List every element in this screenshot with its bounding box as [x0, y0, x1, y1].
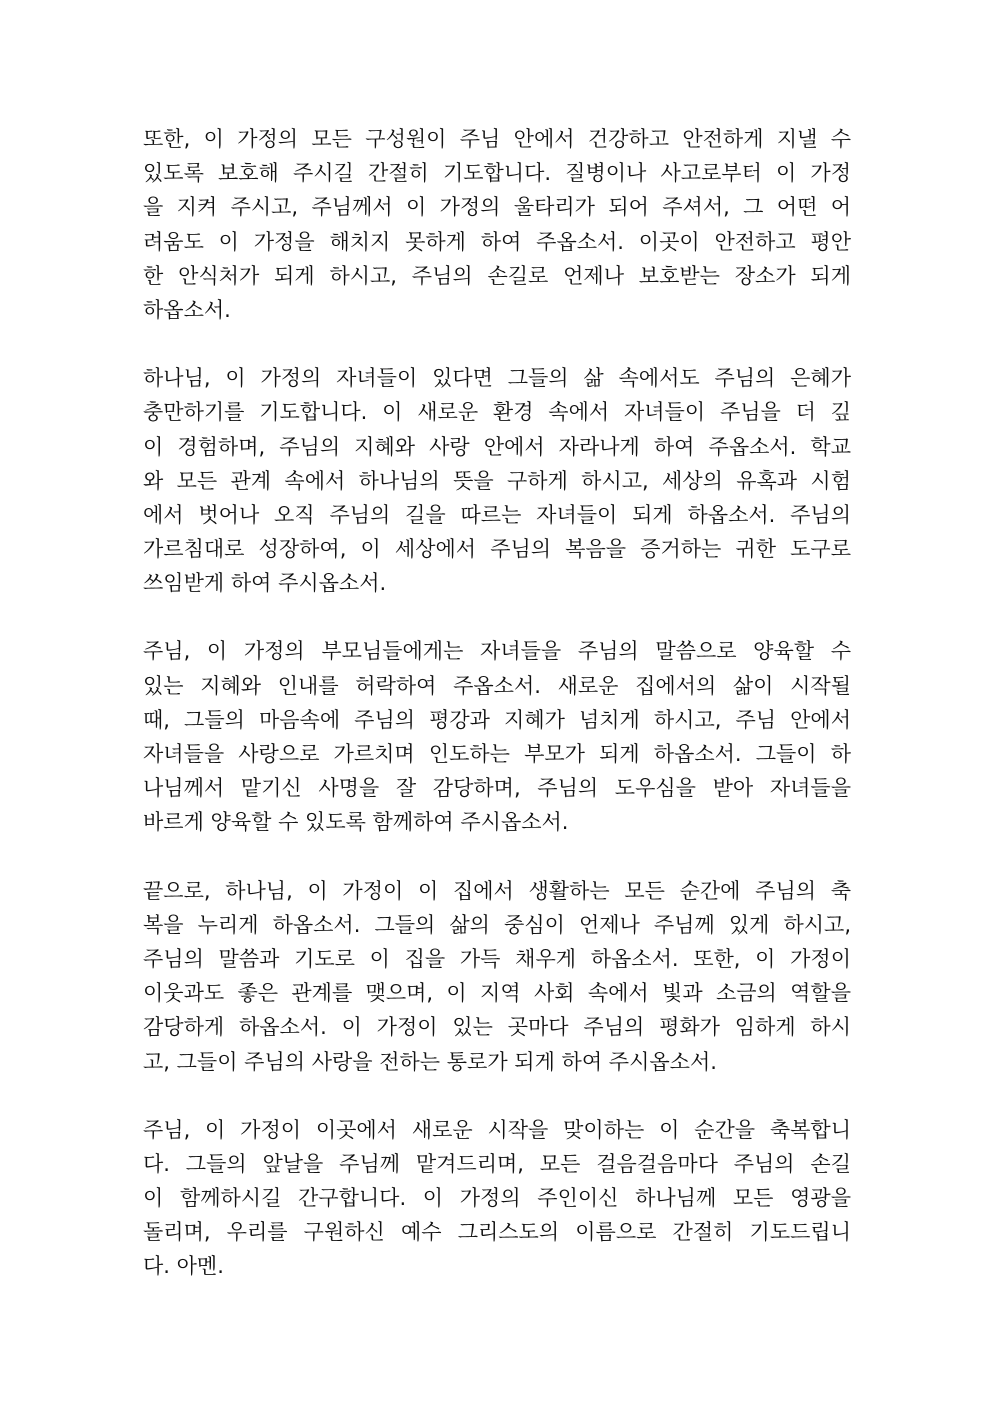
text-line: 을 지켜 주시고, 주님께서 이 가정의 울타리가 되어 주셔서, 그 어떤 어	[143, 195, 851, 220]
text-line: 다. 아멘.	[143, 1254, 224, 1279]
text-line: 바르게 양육할 수 있도록 함께하여 주시옵소서.	[143, 810, 569, 835]
text-line: 돌리며, 우리를 구원하신 예수 그리스도의 이름으로 간절히 기도드립니	[143, 1220, 851, 1245]
text-line: 있도록 보호해 주시길 간절히 기도합니다. 질병이나 사고로부터 이 가정	[143, 161, 851, 186]
text-line: 한 안식처가 되게 하시고, 주님의 손길로 언제나 보호받는 장소가 되게	[143, 263, 851, 288]
text-line: 복을 누리게 하옵소서. 그들의 삶의 중심이 언제나 주님께 있게 하시고,	[143, 912, 851, 937]
text-line: 감당하게 하옵소서. 이 가정이 있는 곳마다 주님의 평화가 임하게 하시	[143, 1015, 851, 1040]
text-line: 주님의 말씀과 기도로 이 집을 가득 채우게 하옵소서. 또한, 이 가정이	[143, 946, 851, 971]
document-body	[143, 122, 851, 1318]
text-line: 주님, 이 가정이 이곳에서 새로운 시작을 맞이하는 이 순간을 축복합니	[143, 1117, 851, 1142]
paragraph-blessing	[143, 874, 851, 1079]
text-line: 와 모든 관계 속에서 하나님의 뜻을 구하게 하시고, 세상의 유혹과 시험	[143, 468, 851, 493]
text-line: 다. 그들의 앞날을 주님께 맡겨드리며, 모든 걸음걸음마다 주님의 손길	[143, 1151, 851, 1176]
text-line: 하나님, 이 가정의 자녀들이 있다면 그들의 삶 속에서도 주님의 은혜가	[143, 366, 851, 391]
text-line: 이 함께하시길 간구합니다. 이 가정의 주인이신 하나님께 모든 영광을	[143, 1186, 851, 1211]
text-line: 가르침대로 성장하여, 이 세상에서 주님의 복음을 증거하는 귀한 도구로	[143, 537, 851, 562]
text-line: 때, 그들의 마음속에 주님의 평강과 지혜가 넘치게 하시고, 주님 안에서	[143, 707, 851, 732]
text-line: 주님, 이 가정의 부모님들에게는 자녀들을 주님의 말씀으로 양육할 수	[143, 639, 851, 664]
paragraph-children	[143, 361, 851, 600]
text-line: 나님께서 맡기신 사명을 잘 감당하며, 주님의 도우심을 받아 자녀들을	[143, 776, 851, 801]
text-line: 이웃과도 좋은 관계를 맺으며, 이 지역 사회 속에서 빛과 소금의 역할을	[143, 981, 851, 1006]
text-line: 끝으로, 하나님, 이 가정이 이 집에서 생활하는 모든 순간에 주님의 축	[143, 878, 851, 903]
text-line: 있는 지혜와 인내를 허락하여 주옵소서. 새로운 집에서의 삶이 시작될	[143, 673, 851, 698]
text-line: 하옵소서.	[143, 297, 231, 322]
text-line: 충만하기를 기도합니다. 이 새로운 환경 속에서 자녀들이 주님을 더 깊	[143, 400, 851, 425]
paragraph-parents	[143, 634, 851, 839]
text-line: 자녀들을 사랑으로 가르치며 인도하는 부모가 되게 하옵소서. 그들이 하	[143, 742, 851, 766]
text-line: 또한, 이 가정의 모든 구성원이 주님 안에서 건강하고 안전하게 지낼 수	[143, 127, 851, 151]
text-line: 려움도 이 가정을 해치지 못하게 하여 주옵소서. 이곳이 안전하고 평안	[143, 229, 851, 254]
paragraph-closing	[143, 1113, 851, 1284]
text-line: 고, 그들이 주님의 사랑을 전하는 통로가 되게 하여 주시옵소서.	[143, 1049, 717, 1074]
paragraph-protection	[143, 122, 851, 327]
text-line: 에서 벗어나 오직 주님의 길을 따르는 자녀들이 되게 하옵소서. 주님의	[143, 502, 851, 527]
text-line: 이 경험하며, 주님의 지혜와 사랑 안에서 자라나게 하여 주옵소서. 학교	[143, 434, 851, 459]
text-line: 쓰임받게 하여 주시옵소서.	[143, 571, 387, 596]
